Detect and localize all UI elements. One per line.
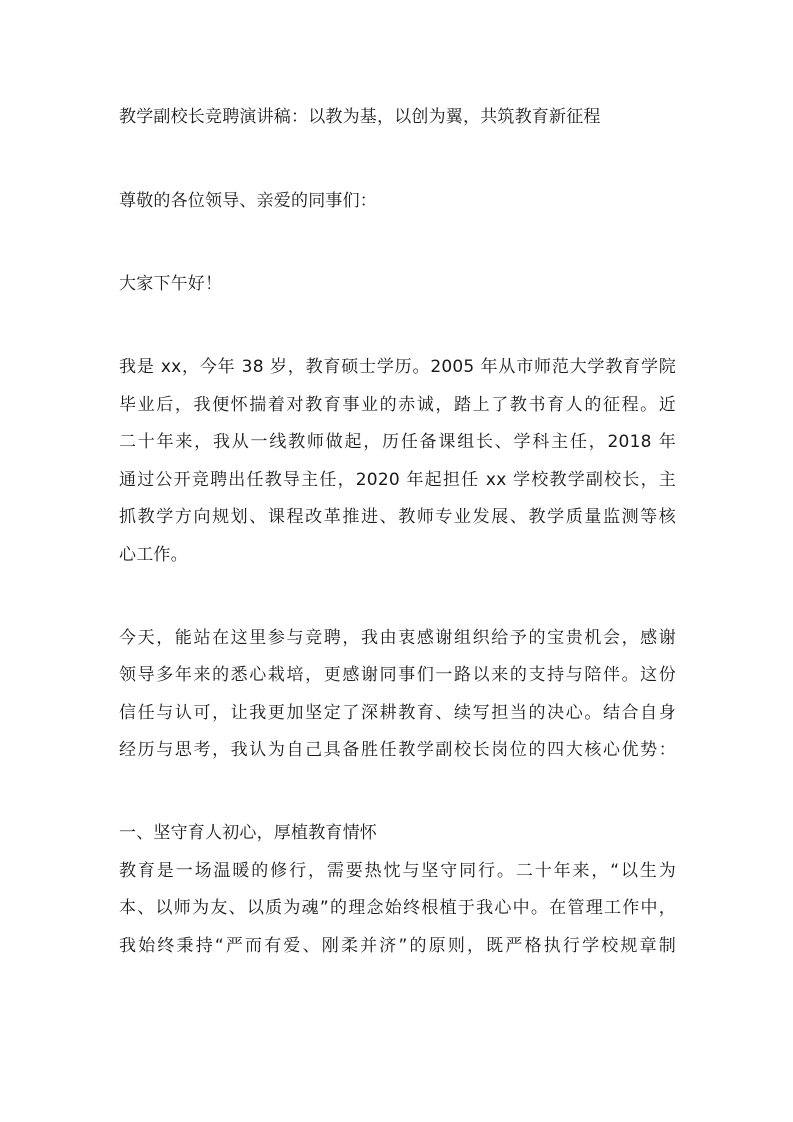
paragraph-line: 毕业后，我便怀揣着对教育事业的赤诚，踏上了教书育人的征程。近 xyxy=(119,395,676,415)
paragraph-line: 抓教学方向规划、课程改革推进、教师专业发展、教学质量监测等核 xyxy=(119,507,676,527)
section-heading: 一、坚守育人初心，厚植教育情怀 xyxy=(119,823,377,843)
paragraph-line: 我始终秉持“严而有爱、刚柔并济”的原则，既严格执行学校规章制 xyxy=(119,936,676,956)
document-title: 教学副校长竞聘演讲稿：以教为基，以创为翼，共筑教育新征程 xyxy=(119,107,601,127)
paragraph-line: 信任与认可，让我更加坚定了深耕教育、续写担当的决心。结合自身 xyxy=(119,703,676,723)
paragraph-line: 通过公开竞聘出任教导主任，2020 年起担任 xx 学校教学副校长，主 xyxy=(119,470,676,490)
paragraph-line: 心工作。 xyxy=(119,545,188,565)
paragraph-line: 今天，能站在这里参与竞聘，我由衷感谢组织给予的宝贵机会，感谢 xyxy=(119,628,676,648)
paragraph-line: 二十年来，我从一线教师做起，历任备课组长、学科主任，2018 年 xyxy=(119,432,676,452)
greeting: 大家下午好！ xyxy=(119,274,223,294)
salutation: 尊敬的各位领导、亲爱的同事们： xyxy=(119,191,377,211)
paragraph-line: 教育是一场温暖的修行，需要热忱与坚守同行。二十年来，“以生为 xyxy=(119,861,676,881)
paragraph-line: 我是 xx，今年 38 岁，教育硕士学历。2005 年从市师范大学教育学院 xyxy=(119,357,676,377)
paragraph-line: 领导多年来的悉心栽培，更感谢同事们一路以来的支持与陪伴。这份 xyxy=(119,665,676,685)
paragraph-line: 经历与思考，我认为自己具备胜任教学副校长岗位的四大核心优势： xyxy=(119,740,676,760)
paragraph-line: 本、以师为友、以质为魂”的理念始终根植于我心中。在管理工作中， xyxy=(119,898,676,918)
